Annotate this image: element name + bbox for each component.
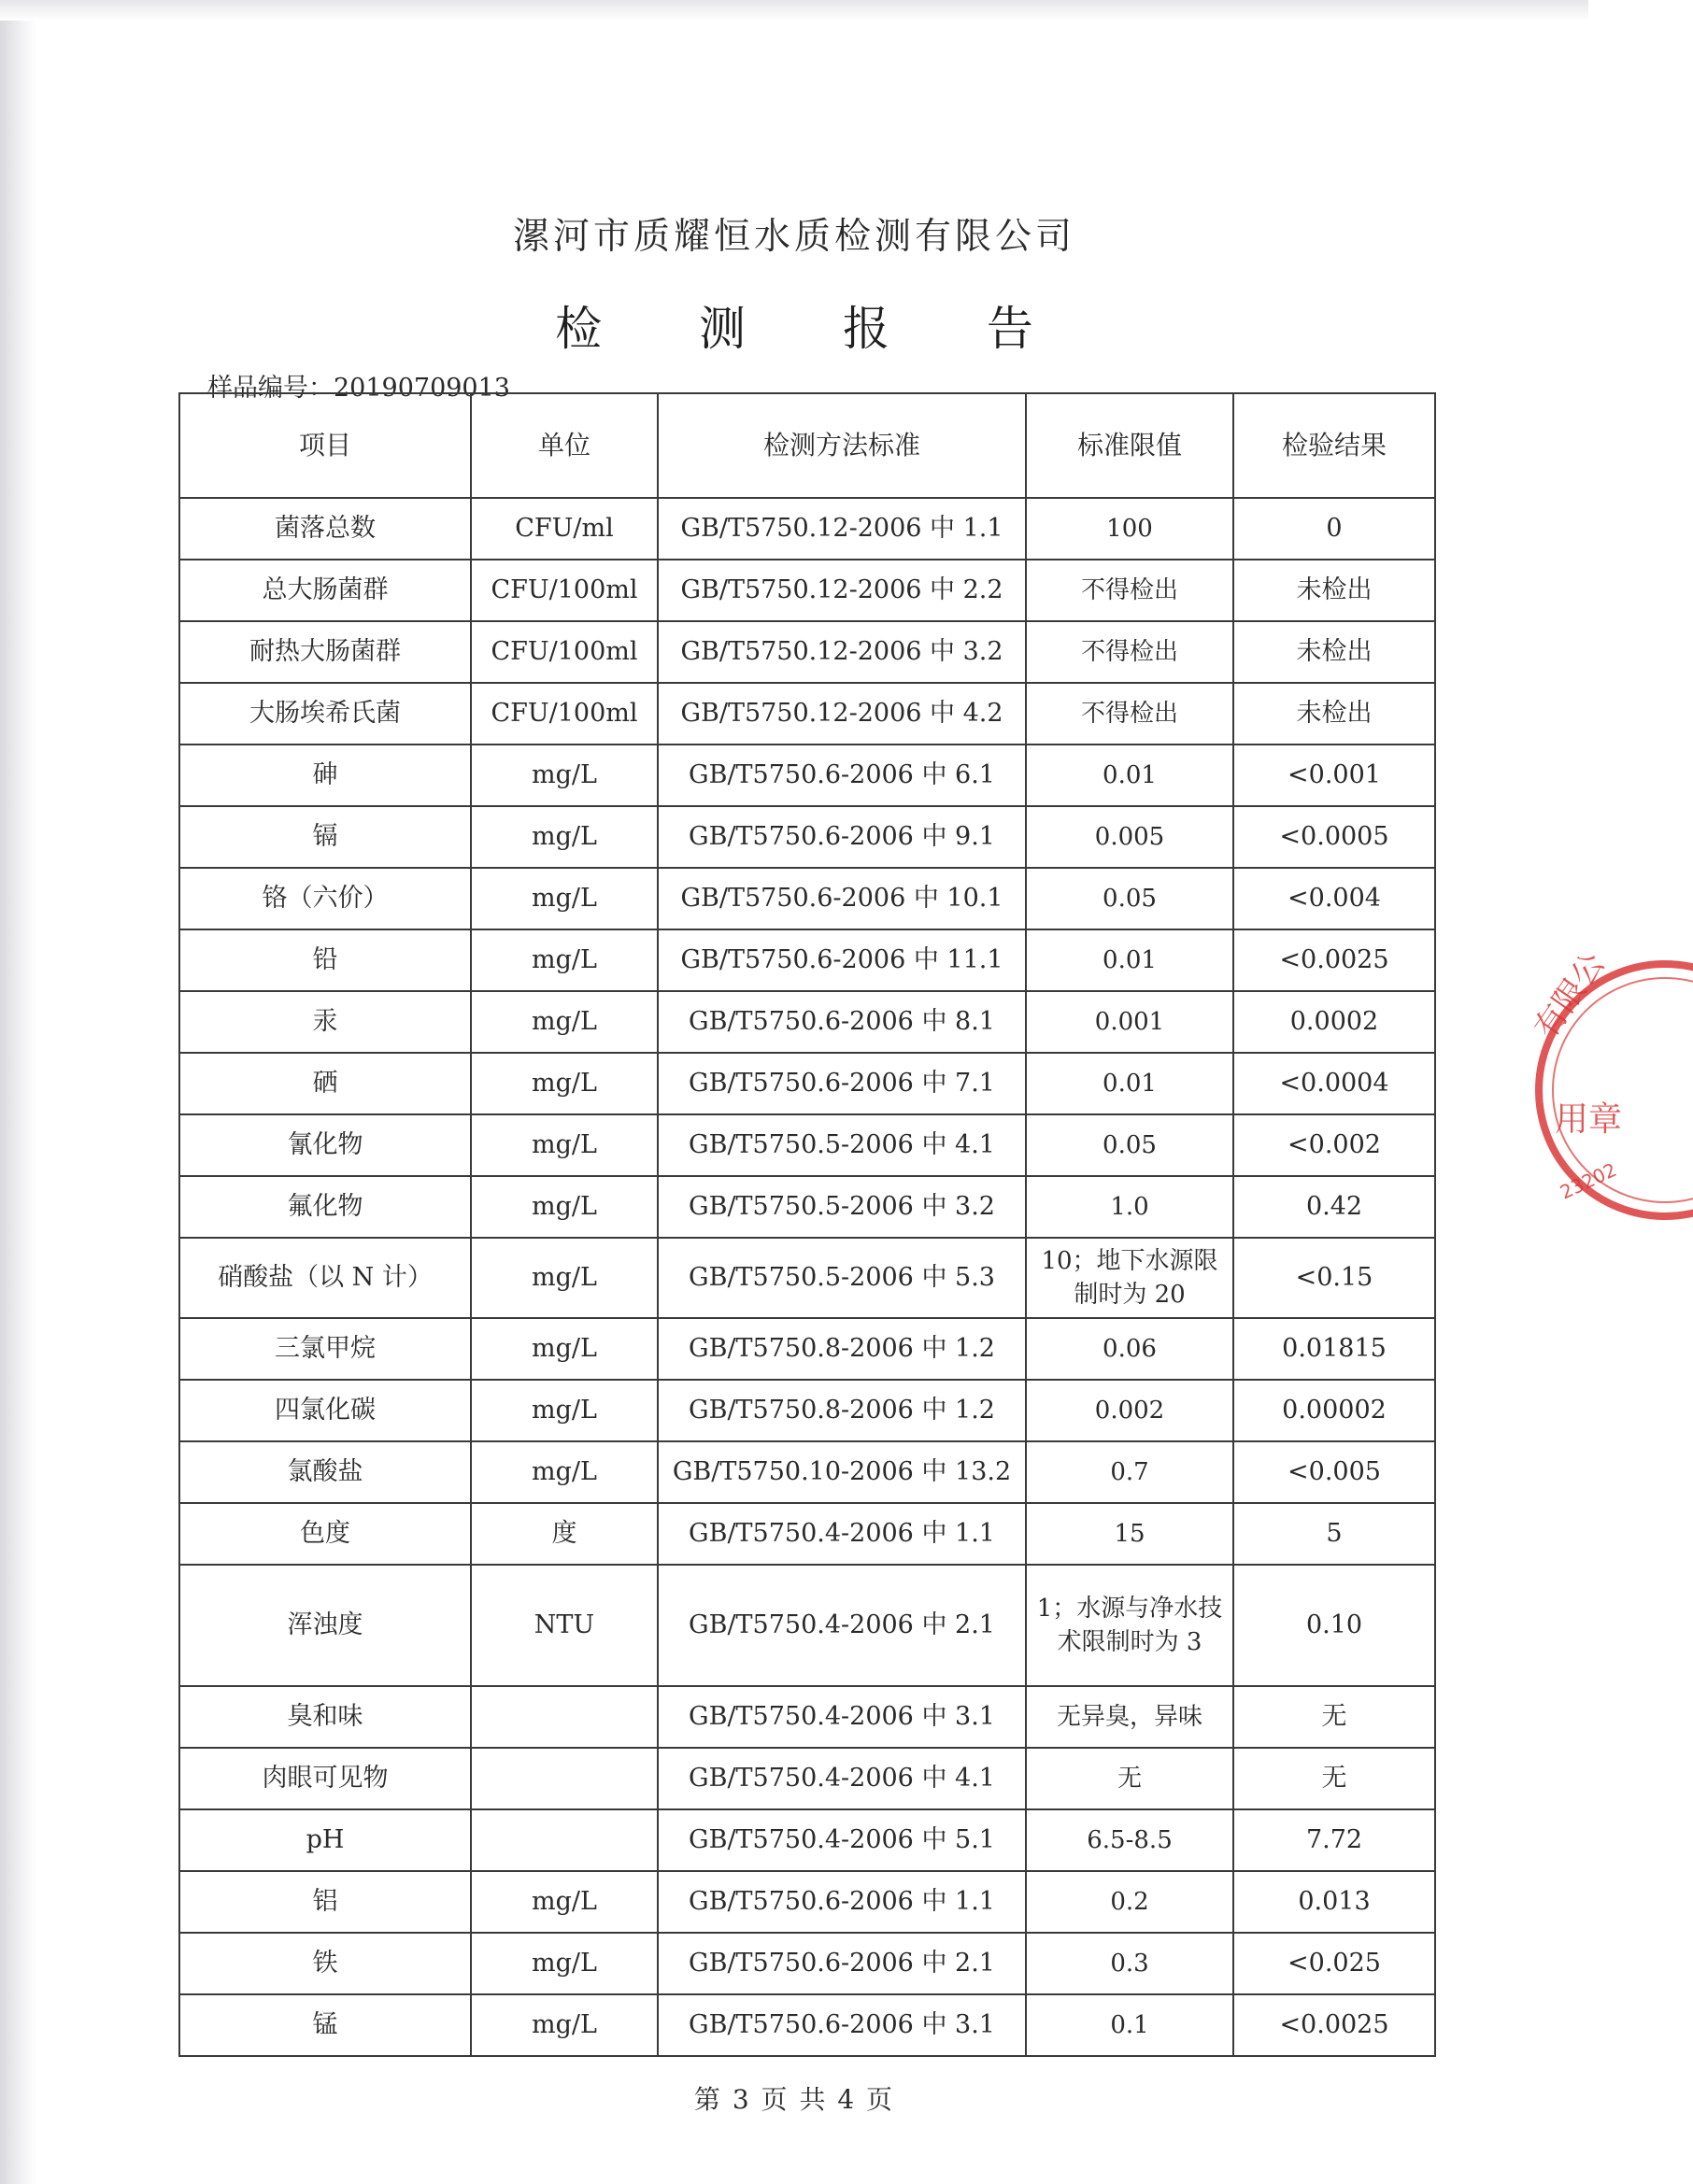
cell-item: 锰 (179, 1994, 471, 2056)
cell-limit: 6.5-8.5 (1026, 1809, 1233, 1871)
table-row (179, 1380, 1435, 1441)
cell-limit: 0.05 (1026, 1114, 1233, 1176)
cell-result: 无 (1233, 1686, 1435, 1748)
cell-item: 汞 (179, 991, 471, 1053)
cell-unit: mg/L (471, 1441, 658, 1503)
cell-unit (471, 1686, 658, 1748)
cell-item: 硝酸盐（以 N 计） (179, 1238, 471, 1318)
table-row (179, 1809, 1435, 1871)
cell-item: 耐热大肠菌群 (179, 621, 471, 683)
cell-method: GB/T5750.4-2006 中 3.1 (658, 1686, 1026, 1748)
cell-item: 铬（六价） (179, 868, 471, 929)
table-row (179, 1053, 1435, 1114)
cell-limit: 无 (1026, 1748, 1233, 1809)
cell-item: 氯酸盐 (179, 1441, 471, 1503)
cell-result: 0.0002 (1233, 991, 1435, 1053)
cell-method: GB/T5750.6-2006 中 6.1 (658, 745, 1026, 806)
cell-unit: mg/L (471, 1994, 658, 2056)
cell-item: 总大肠菌群 (179, 560, 471, 621)
scan-shadow-top (0, 0, 1588, 21)
cell-limit: 不得检出 (1026, 683, 1233, 745)
cell-limit: 0.3 (1026, 1933, 1233, 1994)
cell-unit: mg/L (471, 806, 658, 868)
cell-unit: mg/L (471, 1114, 658, 1176)
cell-unit: mg/L (471, 868, 658, 929)
cell-unit: CFU/100ml (471, 560, 658, 621)
table-row (179, 498, 1435, 560)
cell-item: 四氯化碳 (179, 1380, 471, 1441)
cell-method: GB/T5750.4-2006 中 1.1 (658, 1503, 1026, 1565)
cell-unit: 度 (471, 1503, 658, 1565)
cell-unit: mg/L (471, 1933, 658, 1994)
table-row (179, 745, 1435, 806)
cell-limit: 0.001 (1026, 991, 1233, 1053)
cell-method: GB/T5750.12-2006 中 1.1 (658, 498, 1026, 560)
cell-method: GB/T5750.12-2006 中 4.2 (658, 683, 1026, 745)
cell-limit: 不得检出 (1026, 560, 1233, 621)
cell-limit: 0.01 (1026, 745, 1233, 806)
cell-result: <0.0005 (1233, 806, 1435, 868)
cell-unit: mg/L (471, 991, 658, 1053)
cell-result: <0.002 (1233, 1114, 1435, 1176)
cell-item: 色度 (179, 1503, 471, 1565)
cell-item: 铝 (179, 1871, 471, 1933)
cell-method: GB/T5750.8-2006 中 1.2 (658, 1318, 1026, 1380)
cell-unit: mg/L (471, 929, 658, 991)
cell-method: GB/T5750.6-2006 中 11.1 (658, 929, 1026, 991)
table-row (179, 1871, 1435, 1933)
cell-result: 0.10 (1233, 1565, 1435, 1686)
cell-limit: 无异臭，异味 (1026, 1686, 1233, 1748)
cell-method: GB/T5750.6-2006 中 3.1 (658, 1994, 1026, 2056)
cell-limit: 0.01 (1026, 929, 1233, 991)
cell-limit: 15 (1026, 1503, 1233, 1565)
cell-unit: CFU/100ml (471, 621, 658, 683)
cell-result: 7.72 (1233, 1809, 1435, 1871)
svg-text:23202: 23202 (1556, 1157, 1620, 1204)
cell-result: <0.001 (1233, 745, 1435, 806)
header-method: 检测方法标准 (658, 393, 1026, 498)
cell-method: GB/T5750.5-2006 中 3.2 (658, 1176, 1026, 1238)
cell-unit: mg/L (471, 1053, 658, 1114)
cell-unit: mg/L (471, 1380, 658, 1441)
cell-item: 氰化物 (179, 1114, 471, 1176)
cell-limit: 0.05 (1026, 868, 1233, 929)
cell-unit: mg/L (471, 1176, 658, 1238)
cell-unit: NTU (471, 1565, 658, 1686)
report-title: 检 测 报 告 (555, 302, 1074, 356)
cell-result: 0.42 (1233, 1176, 1435, 1238)
cell-unit: CFU/100ml (471, 683, 658, 745)
cell-item: 臭和味 (179, 1686, 471, 1748)
table-row (179, 868, 1435, 929)
header-unit: 单位 (471, 393, 658, 498)
cell-method: GB/T5750.6-2006 中 8.1 (658, 991, 1026, 1053)
cell-unit (471, 1748, 658, 1809)
cell-method: GB/T5750.5-2006 中 5.3 (658, 1238, 1026, 1318)
cell-limit: 100 (1026, 498, 1233, 560)
results-table (178, 392, 1436, 2057)
cell-limit: 0.005 (1026, 806, 1233, 868)
cell-result: <0.005 (1233, 1441, 1435, 1503)
cell-item: 硒 (179, 1053, 471, 1114)
company-seal-fragment (1506, 945, 1693, 1226)
cell-method: GB/T5750.6-2006 中 9.1 (658, 806, 1026, 868)
cell-item: 镉 (179, 806, 471, 868)
cell-unit: CFU/ml (471, 498, 658, 560)
svg-text:有限公: 有限公 (1527, 945, 1613, 1046)
cell-limit: 0.7 (1026, 1441, 1233, 1503)
cell-item: 浑浊度 (179, 1565, 471, 1686)
cell-method: GB/T5750.6-2006 中 1.1 (658, 1871, 1026, 1933)
cell-result: <0.15 (1233, 1238, 1435, 1318)
cell-item: 铁 (179, 1933, 471, 1994)
cell-item: 铅 (179, 929, 471, 991)
cell-item: 三氯甲烷 (179, 1318, 471, 1380)
cell-result: 未检出 (1233, 621, 1435, 683)
cell-method: GB/T5750.8-2006 中 1.2 (658, 1380, 1026, 1441)
cell-limit: 0.1 (1026, 1994, 1233, 2056)
cell-result: <0.025 (1233, 1933, 1435, 1994)
table-header-row (179, 393, 1435, 498)
table-row (179, 1441, 1435, 1503)
cell-result: <0.0025 (1233, 1994, 1435, 2056)
cell-item: 肉眼可见物 (179, 1748, 471, 1809)
cell-item: 氟化物 (179, 1176, 471, 1238)
cell-result: 未检出 (1233, 683, 1435, 745)
cell-limit: 10；地下水源限制时为 20 (1026, 1238, 1233, 1318)
cell-unit (471, 1809, 658, 1871)
table-row (179, 683, 1435, 745)
cell-item: 菌落总数 (179, 498, 471, 560)
cell-result: 0 (1233, 498, 1435, 560)
cell-result: 0.00002 (1233, 1380, 1435, 1441)
sample-number: 样品编号：20190709013 (207, 374, 510, 403)
cell-limit: 不得检出 (1026, 621, 1233, 683)
cell-unit: mg/L (471, 745, 658, 806)
cell-method: GB/T5750.4-2006 中 4.1 (658, 1748, 1026, 1809)
cell-item: 砷 (179, 745, 471, 806)
cell-unit: mg/L (471, 1871, 658, 1933)
table-row (179, 1238, 1435, 1318)
svg-text:用章: 用章 (1555, 1100, 1623, 1139)
cell-result: 0.013 (1233, 1871, 1435, 1933)
cell-limit: 0.06 (1026, 1318, 1233, 1380)
cell-method: GB/T5750.4-2006 中 5.1 (658, 1809, 1026, 1871)
table-row (179, 806, 1435, 868)
company-name: 漯河市质耀恒水质检测有限公司 (512, 216, 1075, 258)
cell-method: GB/T5750.5-2006 中 4.1 (658, 1114, 1026, 1176)
table-row (179, 1565, 1435, 1686)
table-row (179, 1503, 1435, 1565)
cell-item: 大肠埃希氏菌 (179, 683, 471, 745)
table-row (179, 929, 1435, 991)
cell-result: <0.0025 (1233, 929, 1435, 991)
cell-method: GB/T5750.12-2006 中 2.2 (658, 560, 1026, 621)
cell-limit: 0.01 (1026, 1053, 1233, 1114)
cell-method: GB/T5750.6-2006 中 10.1 (658, 868, 1026, 929)
table-row (179, 1318, 1435, 1380)
table-row (179, 991, 1435, 1053)
header-item: 项目 (179, 393, 471, 498)
cell-method: GB/T5750.4-2006 中 2.1 (658, 1565, 1026, 1686)
cell-limit: 0.2 (1026, 1871, 1233, 1933)
cell-limit: 1.0 (1026, 1176, 1233, 1238)
cell-result: 未检出 (1233, 560, 1435, 621)
header-limit: 标准限值 (1026, 393, 1233, 498)
cell-result: 0.01815 (1233, 1318, 1435, 1380)
table-row (179, 1933, 1435, 1994)
table-row (179, 1748, 1435, 1809)
header-result: 检验结果 (1233, 393, 1435, 498)
cell-method: GB/T5750.6-2006 中 7.1 (658, 1053, 1026, 1114)
cell-unit: mg/L (471, 1238, 658, 1318)
cell-result: 无 (1233, 1748, 1435, 1809)
table-row (179, 560, 1435, 621)
cell-result: 5 (1233, 1503, 1435, 1565)
cell-method: GB/T5750.6-2006 中 2.1 (658, 1933, 1026, 1994)
cell-result: <0.0004 (1233, 1053, 1435, 1114)
table-row (179, 1686, 1435, 1748)
table-row (179, 1176, 1435, 1238)
cell-method: GB/T5750.12-2006 中 3.2 (658, 621, 1026, 683)
cell-limit: 1；水源与净水技术限制时为 3 (1026, 1565, 1233, 1686)
cell-item: pH (179, 1809, 471, 1871)
cell-limit: 0.002 (1026, 1380, 1233, 1441)
table-row (179, 1114, 1435, 1176)
cell-result: <0.004 (1233, 868, 1435, 929)
cell-method: GB/T5750.10-2006 中 13.2 (658, 1441, 1026, 1503)
page-footer: 第 3 页 共 4 页 (693, 2084, 895, 2115)
table-row (179, 621, 1435, 683)
table-row (179, 1994, 1435, 2056)
cell-unit: mg/L (471, 1318, 658, 1380)
